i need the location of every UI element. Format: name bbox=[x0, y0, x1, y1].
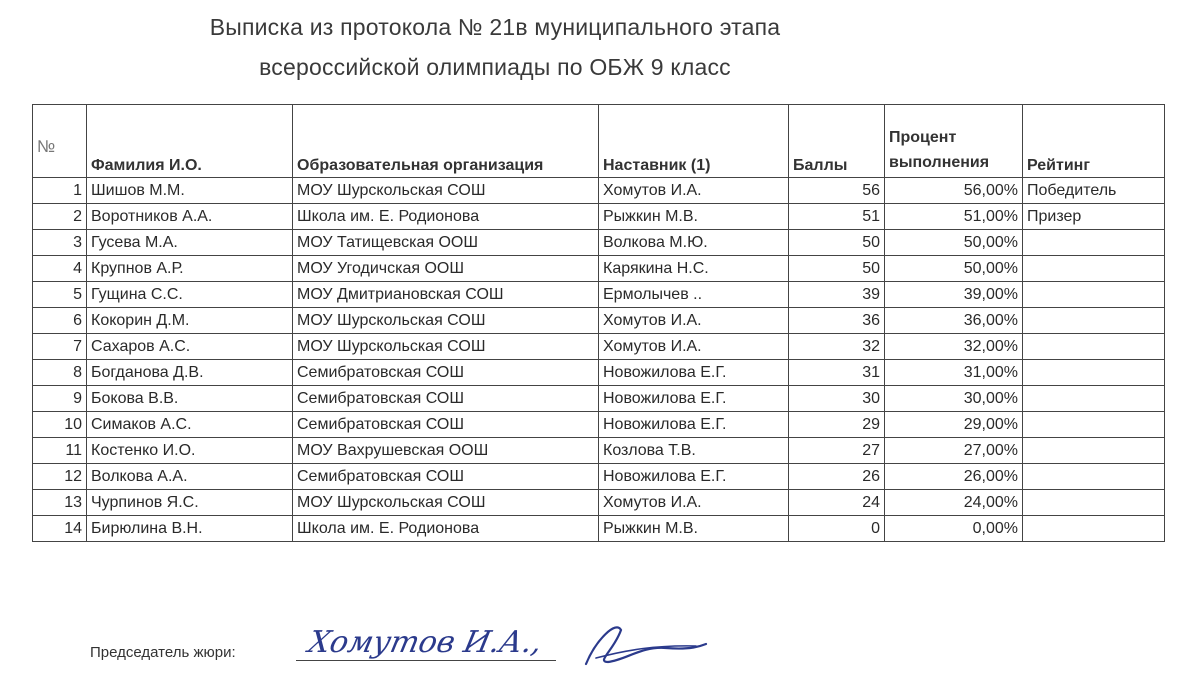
cell-mentor: Козлова Т.В. bbox=[599, 438, 789, 464]
cell-rating bbox=[1023, 256, 1165, 282]
table-row bbox=[33, 412, 1165, 438]
col-header-score: Баллы bbox=[789, 105, 885, 178]
cell-percent: 0,00% bbox=[885, 516, 1023, 542]
col-header-percent-line2: выполнения bbox=[889, 154, 990, 171]
col-header-percent bbox=[885, 105, 1023, 178]
cell-mentor: Новожилова Е.Г. bbox=[599, 360, 789, 386]
cell-percent: 36,00% bbox=[885, 308, 1023, 334]
cell-name: Чурпинов Я.С. bbox=[87, 490, 293, 516]
cell-name: Гусева М.А. bbox=[87, 230, 293, 256]
cell-score: 0 bbox=[789, 516, 885, 542]
cell-org: Семибратовская СОШ bbox=[293, 360, 599, 386]
cell-score: 39 bbox=[789, 282, 885, 308]
cell-org: МОУ Дмитриановская СОШ bbox=[293, 282, 599, 308]
cell-org: Школа им. Е. Родионова bbox=[293, 204, 599, 230]
cell-org: МОУ Шурскольская СОШ bbox=[293, 308, 599, 334]
table-row bbox=[33, 282, 1165, 308]
cell-score: 50 bbox=[789, 230, 885, 256]
cell-percent: 27,00% bbox=[885, 438, 1023, 464]
table-row bbox=[33, 308, 1165, 334]
cell-org: МОУ Татищевская ООШ bbox=[293, 230, 599, 256]
cell-num: 3 bbox=[33, 230, 87, 256]
cell-num: 11 bbox=[33, 438, 87, 464]
cell-percent: 32,00% bbox=[885, 334, 1023, 360]
cell-mentor: Хомутов И.А. bbox=[599, 178, 789, 204]
cell-score: 24 bbox=[789, 490, 885, 516]
cell-score: 51 bbox=[789, 204, 885, 230]
cell-name: Кокорин Д.М. bbox=[87, 308, 293, 334]
cell-org: Семибратовская СОШ bbox=[293, 386, 599, 412]
table-row bbox=[33, 516, 1165, 542]
cell-mentor: Хомутов И.А. bbox=[599, 490, 789, 516]
cell-score: 32 bbox=[789, 334, 885, 360]
cell-mentor: Волкова М.Ю. bbox=[599, 230, 789, 256]
table-row bbox=[33, 256, 1165, 282]
cell-num: 14 bbox=[33, 516, 87, 542]
table-row bbox=[33, 204, 1165, 230]
cell-rating bbox=[1023, 464, 1165, 490]
cell-mentor: Ермолычев .. bbox=[599, 282, 789, 308]
cell-rating bbox=[1023, 360, 1165, 386]
cell-num: 7 bbox=[33, 334, 87, 360]
cell-rating: Призер bbox=[1023, 204, 1165, 230]
cell-name: Бокова В.В. bbox=[87, 386, 293, 412]
cell-percent: 29,00% bbox=[885, 412, 1023, 438]
table-header-row bbox=[33, 105, 1165, 178]
cell-num: 8 bbox=[33, 360, 87, 386]
cell-rating bbox=[1023, 386, 1165, 412]
table-row bbox=[33, 490, 1165, 516]
col-header-name: Фамилия И.О. bbox=[87, 105, 293, 178]
cell-num: 5 bbox=[33, 282, 87, 308]
table-row bbox=[33, 334, 1165, 360]
cell-name: Воротников А.А. bbox=[87, 204, 293, 230]
cell-mentor: Новожилова Е.Г. bbox=[599, 464, 789, 490]
table-row bbox=[33, 230, 1165, 256]
cell-rating bbox=[1023, 230, 1165, 256]
signature-name: Хомутов И.А., bbox=[305, 625, 546, 660]
cell-rating bbox=[1023, 490, 1165, 516]
col-header-rating: Рейтинг bbox=[1023, 105, 1165, 178]
cell-percent: 51,00% bbox=[885, 204, 1023, 230]
cell-name: Сахаров А.С. bbox=[87, 334, 293, 360]
cell-name: Крупнов А.Р. bbox=[87, 256, 293, 282]
cell-org: МОУ Шурскольская СОШ bbox=[293, 334, 599, 360]
chair-signature bbox=[296, 600, 716, 682]
cell-percent: 30,00% bbox=[885, 386, 1023, 412]
cell-mentor: Новожилова Е.Г. bbox=[599, 386, 789, 412]
cell-score: 36 bbox=[789, 308, 885, 334]
cell-percent: 56,00% bbox=[885, 178, 1023, 204]
cell-mentor: Карякина Н.С. bbox=[599, 256, 789, 282]
cell-mentor: Рыжкин М.В. bbox=[599, 516, 789, 542]
cell-name: Шишов М.М. bbox=[87, 178, 293, 204]
cell-org: Семибратовская СОШ bbox=[293, 412, 599, 438]
cell-rating bbox=[1023, 334, 1165, 360]
cell-percent: 50,00% bbox=[885, 230, 1023, 256]
cell-score: 50 bbox=[789, 256, 885, 282]
cell-org: МОУ Вахрушевская ООШ bbox=[293, 438, 599, 464]
cell-org: Семибратовская СОШ bbox=[293, 464, 599, 490]
cell-percent: 50,00% bbox=[885, 256, 1023, 282]
cell-num: 10 bbox=[33, 412, 87, 438]
col-header-mentor: Наставник (1) bbox=[599, 105, 789, 178]
cell-percent: 31,00% bbox=[885, 360, 1023, 386]
table-row bbox=[33, 464, 1165, 490]
cell-score: 56 bbox=[789, 178, 885, 204]
cell-org: МОУ Шурскольская СОШ bbox=[293, 178, 599, 204]
cell-num: 9 bbox=[33, 386, 87, 412]
cell-score: 29 bbox=[789, 412, 885, 438]
cell-rating bbox=[1023, 438, 1165, 464]
col-header-num: № bbox=[33, 105, 87, 178]
table-row bbox=[33, 386, 1165, 412]
cell-score: 27 bbox=[789, 438, 885, 464]
cell-rating bbox=[1023, 308, 1165, 334]
cell-name: Симаков А.С. bbox=[87, 412, 293, 438]
table-row bbox=[33, 438, 1165, 464]
cell-num: 12 bbox=[33, 464, 87, 490]
document-title-line1: Выписка из протокола № 21в муниципального этапа bbox=[209, 14, 781, 40]
cell-mentor: Хомутов И.А. bbox=[599, 334, 789, 360]
cell-percent: 39,00% bbox=[885, 282, 1023, 308]
document-title-line2: всероссийской олимпиады по ОБЖ 9 класс bbox=[259, 54, 731, 80]
chair-label: Председатель жюри: bbox=[90, 644, 236, 661]
cell-num: 2 bbox=[33, 204, 87, 230]
col-header-org: Образовательная организация bbox=[293, 105, 599, 178]
cell-score: 30 bbox=[789, 386, 885, 412]
cell-rating: Победитель bbox=[1023, 178, 1165, 204]
table-row bbox=[33, 360, 1165, 386]
cell-num: 6 bbox=[33, 308, 87, 334]
cell-percent: 26,00% bbox=[885, 464, 1023, 490]
cell-org: МОУ Угодичская ООШ bbox=[293, 256, 599, 282]
cell-name: Бирюлина В.Н. bbox=[87, 516, 293, 542]
cell-name: Костенко И.О. bbox=[87, 438, 293, 464]
cell-name: Волкова А.А. bbox=[87, 464, 293, 490]
cell-org: МОУ Шурскольская СОШ bbox=[293, 490, 599, 516]
results-table bbox=[32, 104, 1165, 542]
cell-percent: 24,00% bbox=[885, 490, 1023, 516]
cell-name: Богданова Д.В. bbox=[87, 360, 293, 386]
cell-num: 1 bbox=[33, 178, 87, 204]
cell-mentor: Рыжкин М.В. bbox=[599, 204, 789, 230]
cell-rating bbox=[1023, 412, 1165, 438]
cell-score: 26 bbox=[789, 464, 885, 490]
cell-name: Гущина С.С. bbox=[87, 282, 293, 308]
cell-num: 13 bbox=[33, 490, 87, 516]
cell-rating bbox=[1023, 282, 1165, 308]
cell-num: 4 bbox=[33, 256, 87, 282]
cell-score: 31 bbox=[789, 360, 885, 386]
col-header-percent-line1: Процент bbox=[889, 129, 957, 146]
table-row bbox=[33, 178, 1165, 204]
cell-mentor: Хомутов И.А. bbox=[599, 308, 789, 334]
cell-mentor: Новожилова Е.Г. bbox=[599, 412, 789, 438]
cell-rating bbox=[1023, 516, 1165, 542]
cell-org: Школа им. Е. Родионова bbox=[293, 516, 599, 542]
